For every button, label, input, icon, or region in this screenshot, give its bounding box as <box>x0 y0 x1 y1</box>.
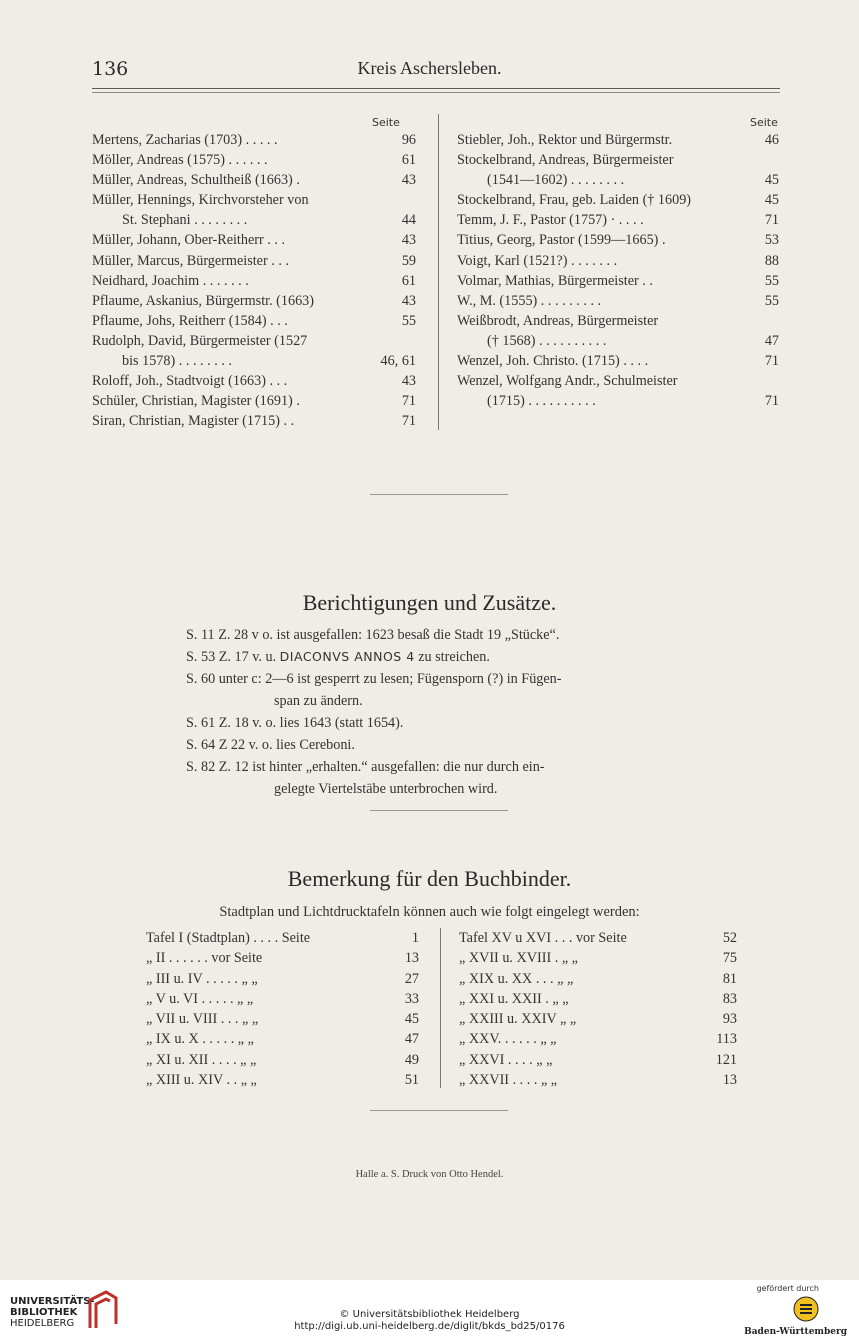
index-entry <box>457 271 779 291</box>
header-rule-thin <box>92 92 780 93</box>
index-entry-name: Temm, J. F., Pastor (1757) · . . . . <box>457 212 644 229</box>
index-right-column <box>457 130 779 411</box>
correction-text-caps: DIACONVS ANNOS 4 <box>279 649 415 664</box>
correction-text-pre: S. 64 Z 22 v. o. lies Cereboni. <box>186 737 355 753</box>
sponsor-label: gefördert durch <box>756 1284 819 1293</box>
binder-intro: Stadtplan und Lichtdrucktafeln können auch wie folgt eingelegt werden: <box>219 904 640 920</box>
index-entry-page: 53 <box>764 232 779 249</box>
index-entry <box>457 291 779 311</box>
plate-entry <box>459 1009 737 1029</box>
index-entry-page: 45 <box>764 192 779 209</box>
correction-text-pre: gelegte Viertelstäbe unterbrochen wird. <box>274 781 498 797</box>
index-entry-page: 47 <box>764 332 779 349</box>
plate-page: 93 <box>722 1011 737 1028</box>
column-divider <box>440 928 441 1088</box>
index-entry-page: 43 <box>401 232 416 249</box>
corrections-heading: Berichtigungen und Zusätze. <box>302 590 557 615</box>
section-separator <box>370 810 508 811</box>
library-line-3: HEIDELBERG <box>10 1318 75 1329</box>
plate-entry <box>146 989 419 1009</box>
index-entry <box>92 210 416 230</box>
plate-entry <box>146 1029 419 1049</box>
index-entry-page: 55 <box>764 272 779 289</box>
binder-left-column <box>146 928 419 1090</box>
copyright-text: © Universitätsbibliothek Heidelberg <box>339 1309 520 1320</box>
index-entry-page: 46, 61 <box>380 353 416 370</box>
index-entry <box>92 331 416 351</box>
plate-page: 75 <box>722 950 737 967</box>
plate-entry <box>459 1050 737 1070</box>
plate-page: 49 <box>404 1051 419 1068</box>
index-entry-page: 71 <box>764 393 779 410</box>
index-entry-page: 71 <box>764 212 779 229</box>
index-entry <box>92 291 416 311</box>
index-entry-page: 61 <box>401 272 416 289</box>
index-entry <box>457 311 779 331</box>
index-entry-page: 43 <box>401 172 416 189</box>
plate-page: 13 <box>722 1072 737 1089</box>
correction-line <box>186 624 562 646</box>
plate-entry <box>459 969 737 989</box>
index-entry <box>92 170 416 190</box>
plate-entry <box>459 989 737 1009</box>
plate-page: 52 <box>722 930 737 946</box>
seite-label-right: Seite <box>750 116 778 129</box>
index-entry-page: 55 <box>401 312 416 329</box>
column-divider <box>438 114 439 430</box>
plate-label: „ XXV. . . . . . „ „ <box>459 1031 557 1048</box>
correction-text-pre: S. 60 unter c: 2—6 ist gesperrt zu lesen; Fügensporn (?) in Fügen- <box>186 671 562 687</box>
index-entry-page: 71 <box>764 353 779 370</box>
index-entry <box>457 230 779 250</box>
index-left-column <box>92 130 416 431</box>
index-entry <box>92 351 416 371</box>
section-separator <box>370 494 508 495</box>
plate-label: Tafel XV u XVI . . . vor Seite <box>459 930 627 946</box>
plate-label: „ XXVI . . . . „ „ <box>459 1051 553 1068</box>
plate-entry <box>459 1029 737 1049</box>
seite-label-left: Seite <box>372 116 400 129</box>
index-entry <box>92 371 416 391</box>
index-entry-name: Wenzel, Wolfgang Andr., Schulmeister <box>457 373 678 390</box>
index-entry-name: W., M. (1555) . . . . . . . . . <box>457 292 602 309</box>
correction-line <box>186 690 562 712</box>
binder-heading: Bemerkung für den Buchbinder. <box>287 866 572 891</box>
footer-bar <box>0 1280 859 1342</box>
plate-label: „ XXVII . . . . „ „ <box>459 1072 558 1089</box>
plate-label: „ XI u. XII . . . . „ „ <box>146 1051 257 1068</box>
correction-line <box>186 646 562 668</box>
plate-entry <box>146 1050 419 1070</box>
plate-entry <box>459 928 737 948</box>
index-entry-page: 71 <box>401 393 416 410</box>
index-entry-page: 88 <box>764 252 779 269</box>
index-entry-name: (1541—1602) . . . . . . . . <box>487 172 625 189</box>
index-entry-page: 45 <box>764 172 779 189</box>
index-entry-page: 43 <box>401 292 416 309</box>
index-entry-name: Stockelbrand, Andreas, Bürgermeister <box>457 152 674 169</box>
plate-label: „ XVII u. XVIII . „ „ <box>459 950 578 967</box>
correction-text-post: zu streichen. <box>414 649 490 665</box>
index-entry-name: Müller, Marcus, Bürgermeister . . . <box>92 252 289 269</box>
plate-label: „ IX u. X . . . . . „ „ <box>146 1031 254 1048</box>
index-entry <box>457 150 779 170</box>
index-entry-page: 44 <box>401 212 416 229</box>
header-rule <box>92 88 780 89</box>
index-entry-name: Müller, Andreas, Schultheiß (1663) . <box>92 172 300 189</box>
plate-label: „ V u. VI . . . . . „ „ <box>146 990 254 1007</box>
index-entry-page: 46 <box>764 132 779 148</box>
index-entry <box>457 251 779 271</box>
library-line-1: UNIVERSITÄTS- <box>10 1296 95 1307</box>
correction-text-pre: S. 53 Z. 17 v. u. <box>186 649 280 665</box>
index-entry-name: St. Stephani . . . . . . . . <box>122 212 248 229</box>
correction-line <box>186 734 562 756</box>
index-entry <box>92 311 416 331</box>
imprint: Halle a. S. Druck von Otto Hendel. <box>355 1169 504 1180</box>
index-entry-name: Müller, Johann, Ober-Reitherr . . . <box>92 232 285 249</box>
library-line-2: BIBLIOTHEK <box>10 1307 78 1318</box>
index-entry <box>457 371 779 391</box>
permalink[interactable]: http://digi.ub.uni-heidelberg.de/diglit/bkds_bd25/0176 <box>294 1321 565 1332</box>
index-entry-name: Schüler, Christian, Magister (1691) . <box>92 393 300 410</box>
plate-entry <box>146 928 419 948</box>
plate-label: „ II . . . . . . vor Seite <box>146 950 263 967</box>
plate-entry <box>146 1070 419 1090</box>
index-entry <box>457 190 779 210</box>
plate-page: 81 <box>722 970 737 987</box>
plate-page: 1 <box>411 930 419 946</box>
plate-entry <box>146 969 419 989</box>
plate-page: 13 <box>404 950 419 967</box>
index-entry-name: Neidhard, Joachim . . . . . . . <box>92 272 249 289</box>
index-entry-name: Wenzel, Joh. Christo. (1715) . . . . <box>457 353 649 370</box>
correction-line <box>186 778 562 800</box>
index-entry-page: 96 <box>401 132 416 148</box>
index-entry-page: 71 <box>401 413 416 430</box>
index-entry <box>92 130 416 150</box>
plate-label: Tafel I (Stadtplan) . . . . Seite <box>146 930 311 946</box>
corrections-list <box>186 624 562 800</box>
index-entry-name: Müller, Hennings, Kirchvorsteher von <box>92 192 309 209</box>
index-entry <box>92 411 416 431</box>
index-entry <box>92 251 416 271</box>
index-entry-name: Siran, Christian, Magister (1715) . . <box>92 413 295 430</box>
index-entry-name: Pflaume, Johs, Reitherr (1584) . . . <box>92 312 288 329</box>
index-entry <box>457 210 779 230</box>
index-entry <box>457 331 779 351</box>
correction-line <box>186 712 562 734</box>
plate-page: 33 <box>404 990 419 1007</box>
correction-text-pre: S. 11 Z. 28 v o. ist ausgefallen: 1623 besaß die Stadt 19 „Stücke“. <box>186 627 560 643</box>
index-entry-name: († 1568) . . . . . . . . . . <box>487 332 607 349</box>
running-head: Kreis Aschersleben. <box>357 58 502 78</box>
index-entry-name: (1715) . . . . . . . . . . <box>487 393 596 410</box>
section-separator <box>370 1110 508 1111</box>
plate-label: „ VII u. VIII . . . „ „ <box>146 1011 259 1028</box>
plate-page: 83 <box>722 990 737 1007</box>
index-entry-name: Pflaume, Askanius, Bürgermstr. (1663) <box>92 292 314 309</box>
index-entry-name: Roloff, Joh., Stadtvoigt (1663) . . . <box>92 373 288 390</box>
index-entry <box>92 190 416 210</box>
index-entry-page: 59 <box>401 252 416 269</box>
index-entry-page: 55 <box>764 292 779 309</box>
index-entry-name: Weißbrodt, Andreas, Bürgermeister <box>457 312 659 329</box>
plate-entry <box>146 1009 419 1029</box>
index-entry <box>92 150 416 170</box>
index-entry <box>457 130 779 150</box>
index-entry-name: Stockelbrand, Frau, geb. Laiden († 1609) <box>457 192 692 209</box>
plate-page: 47 <box>404 1031 419 1048</box>
correction-text-pre: S. 82 Z. 12 ist hinter „erhalten.“ ausgefallen: die nur durch ein- <box>186 759 545 775</box>
correction-line <box>186 668 562 690</box>
correction-text-pre: S. 61 Z. 18 v. o. lies 1643 (statt 1654). <box>186 715 404 731</box>
plate-entry <box>146 948 419 968</box>
plate-page: 45 <box>404 1011 419 1028</box>
plate-label: „ XIX u. XX . . . „ „ <box>459 970 574 987</box>
index-entry-name: Stiebler, Joh., Rektor und Bürgermstr. <box>457 132 673 148</box>
binder-right-column <box>459 928 737 1090</box>
plate-entry <box>459 948 737 968</box>
index-entry-name: Mertens, Zacharias (1703) . . . . . <box>92 132 278 148</box>
plate-label: „ XXIII u. XXIV „ „ <box>459 1011 577 1028</box>
plate-label: „ III u. IV . . . . . „ „ <box>146 970 258 987</box>
plate-entry <box>459 1070 737 1090</box>
index-entry <box>92 230 416 250</box>
plate-page: 51 <box>404 1072 419 1089</box>
sponsor-name: Baden-Württemberg <box>744 1327 847 1337</box>
plate-page: 27 <box>404 970 419 987</box>
index-entry <box>457 351 779 371</box>
index-entry <box>457 391 779 411</box>
copyright-block <box>0 1309 859 1333</box>
page-number: 136 <box>92 58 129 80</box>
index-entry-name: Möller, Andreas (1575) . . . . . . <box>92 152 268 169</box>
index-entry <box>92 271 416 291</box>
index-entry-name: Titius, Georg, Pastor (1599—1665) . <box>457 232 666 249</box>
index-entry <box>457 170 779 190</box>
index-entry-name: bis 1578) . . . . . . . . <box>122 353 232 370</box>
index-entry <box>92 391 416 411</box>
state-coat-of-arms-icon <box>793 1296 819 1322</box>
index-entry-name: Volmar, Mathias, Bürgermeister . . <box>457 272 653 289</box>
plate-label: „ XXI u. XXII . „ „ <box>459 990 569 1007</box>
correction-text-pre: span zu ändern. <box>274 693 363 709</box>
correction-line <box>186 756 562 778</box>
plate-label: „ XIII u. XIV . . „ „ <box>146 1072 257 1089</box>
index-entry-name: Rudolph, David, Bürgermeister (1527 <box>92 332 308 349</box>
index-entry-name: Voigt, Karl (1521?) . . . . . . . <box>457 252 618 269</box>
plate-page: 121 <box>715 1051 737 1068</box>
plate-page: 113 <box>716 1031 737 1048</box>
index-entry-page: 61 <box>401 152 416 169</box>
index-entry-page: 43 <box>401 373 416 390</box>
